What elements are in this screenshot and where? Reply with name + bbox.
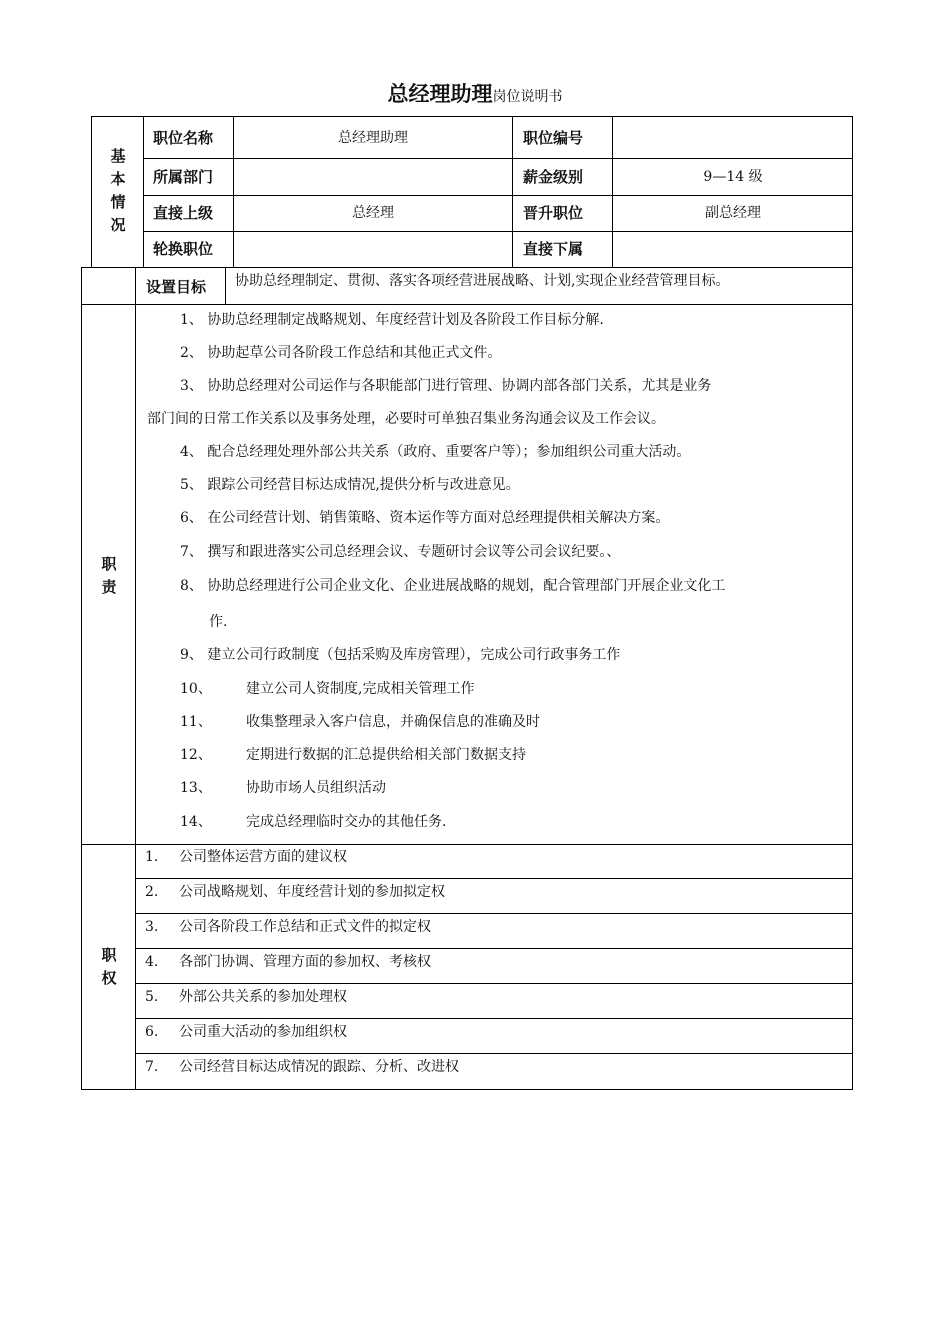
label-position-code: 职位编号 (523, 129, 584, 147)
duty-13-num: 13、 (180, 780, 212, 796)
value-position-name: 总经理助理 (338, 130, 408, 146)
authority-5-text: 外部公共关系的参加处理权 (179, 989, 347, 1005)
duty-6: 6、 在公司经营计划、销售策略、资本运作等方面对总经理提供相关解决方案。 (180, 510, 670, 526)
duties-label: 职责 (101, 555, 117, 596)
authority-1-num: 1. (145, 849, 159, 865)
duty-13-text: 协助市场人员组织活动 (246, 780, 386, 796)
value-direct-superior: 总经理 (352, 205, 394, 221)
duty-4: 4、 配合总经理处理外部公共关系（政府、重要客户等）；参加组织公司重大活动。 (180, 444, 691, 460)
duty-8-cont: 作. (209, 614, 228, 630)
authority-4-text: 各部门协调、管理方面的参加权、考核权 (179, 954, 431, 970)
authority-6-num: 6. (145, 1024, 159, 1040)
authority-label: 职权 (101, 946, 117, 987)
duty-3: 3、 协助总经理对公司运作与各职能部门进行管理、协调内部各部门关系，尤其是业务 (180, 378, 712, 394)
goal-label: 设置目标 (146, 278, 207, 296)
label-department: 所属部门 (153, 168, 214, 186)
duty-12-num: 12、 (180, 747, 212, 763)
authority-3-text: 公司各阶段工作总结和正式文件的拟定权 (179, 919, 431, 935)
authority-7-num: 7. (145, 1059, 159, 1075)
duty-14-num: 14、 (180, 814, 212, 830)
value-salary-grade: 9—14 级 (703, 169, 763, 185)
duty-8: 8、 协助总经理进行公司企业文化、企业进展战略的规划，配合管理部门开展企业文化工 (180, 578, 726, 594)
authority-6-text: 公司重大活动的参加组织权 (179, 1024, 347, 1040)
authority-3-num: 3. (145, 919, 159, 935)
duty-3-cont: 部门间的日常工作关系以及事务处理，必要时可单独召集业务沟通会议及工作会议。 (147, 411, 665, 427)
title-suffix: 岗位说明书 (492, 89, 563, 105)
duty-1: 1、 协助总经理制定战略规划、年度经营计划及各阶段工作目标分解. (180, 312, 604, 328)
label-subordinates: 直接下属 (523, 240, 584, 258)
authority-1-text: 公司整体运营方面的建议权 (179, 849, 347, 865)
document-title (0, 78, 950, 108)
label-rotation: 轮换职位 (153, 240, 214, 258)
authority-2-text: 公司战略规划、年度经营计划的参加拟定权 (179, 884, 445, 900)
duty-11-text: 收集整理录入客户信息，并确保信息的准确及时 (246, 714, 540, 730)
authority-2-num: 2. (145, 884, 159, 900)
label-promotion: 晋升职位 (523, 204, 584, 222)
value-promotion: 副总经理 (705, 205, 761, 221)
authority-4-num: 4. (145, 954, 159, 970)
duty-9: 9、 建立公司行政制度（包括采购及库房管理），完成公司行政事务工作 (180, 647, 621, 663)
duty-2: 2、 协助起草公司各阶段工作总结和其他正式文件。 (180, 345, 502, 361)
title-main: 总经理助理 (387, 82, 493, 106)
goal-text: 协助总经理制定、贯彻、落实各项经营进展战略、计划,实现企业经营管理目标。 (235, 273, 730, 289)
duty-7: 7、 撰写和跟进落实公司总经理会议、专题研讨会议等公司会议纪要。、 (180, 544, 621, 560)
label-salary-grade: 薪金级别 (523, 168, 584, 186)
label-direct-superior: 直接上级 (153, 204, 214, 222)
duty-10-num: 10、 (180, 681, 212, 697)
label-position-name: 职位名称 (153, 129, 214, 147)
authority-5-num: 5. (145, 989, 159, 1005)
duty-11-num: 11、 (180, 714, 212, 730)
duty-14-text: 完成总经理临时交办的其他任务. (246, 814, 447, 830)
duty-12-text: 定期进行数据的汇总提供给相关部门数据支持 (246, 747, 526, 763)
duty-5: 5、 跟踪公司经营目标达成情况,提供分析与改进意见。 (180, 477, 520, 493)
duty-10-text: 建立公司人资制度,完成相关管理工作 (246, 681, 475, 697)
basic-info-label: 基本情况 (110, 147, 126, 234)
authority-7-text: 公司经营目标达成情况的跟踪、分析、改进权 (179, 1059, 459, 1075)
